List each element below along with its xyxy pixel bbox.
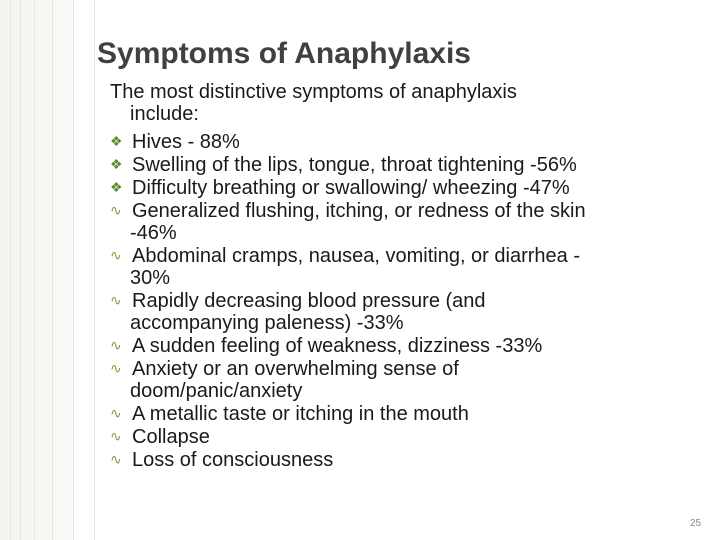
diamond-bullet-icon: ❖ xyxy=(110,133,123,149)
symptom-item xyxy=(110,334,690,357)
symptom-item xyxy=(110,176,690,199)
diamond-bullet-icon: ❖ xyxy=(110,156,123,172)
symptom-text-continued: accompanying paleness) -33% xyxy=(130,312,404,334)
symptom-text: Abdominal cramps, nausea, vomiting, or diarrhea - xyxy=(132,245,580,267)
symptom-text: A metallic taste or itching in the mouth xyxy=(132,403,469,425)
decorative-line xyxy=(10,0,11,540)
symptom-item xyxy=(110,244,690,289)
wave-bullet-icon: ∿ xyxy=(110,428,122,444)
wave-bullet-icon: ∿ xyxy=(110,360,122,376)
slide-title: Symptoms of Anaphylaxis xyxy=(97,37,471,70)
symptom-item xyxy=(110,402,690,425)
symptom-item xyxy=(110,425,690,448)
wave-bullet-icon: ∿ xyxy=(110,202,122,218)
symptom-item xyxy=(110,153,690,176)
symptom-text: Collapse xyxy=(132,426,210,448)
symptom-item xyxy=(110,357,690,402)
symptom-text-continued: 30% xyxy=(130,267,171,289)
symptom-text: Hives - 88% xyxy=(132,131,240,153)
symptom-list xyxy=(110,130,690,471)
symptom-text-continued: doom/panic/anxiety xyxy=(130,380,303,402)
decorative-line xyxy=(73,0,74,540)
symptom-text: Difficulty breathing or swallowing/ wheezing -47% xyxy=(132,177,570,199)
symptom-text: Rapidly decreasing blood pressure (and xyxy=(132,290,486,312)
symptom-text: Loss of consciousness xyxy=(132,449,334,471)
wave-bullet-icon: ∿ xyxy=(110,247,122,263)
decorative-side-band xyxy=(0,0,74,540)
decorative-line xyxy=(52,0,53,540)
intro-text xyxy=(110,81,670,125)
symptom-item xyxy=(110,199,690,244)
diamond-bullet-icon: ❖ xyxy=(110,179,123,195)
symptom-text: Generalized flushing, itching, or redness of the skin xyxy=(132,200,586,222)
wave-bullet-icon: ∿ xyxy=(110,451,122,467)
symptom-item xyxy=(110,448,690,471)
wave-bullet-icon: ∿ xyxy=(110,337,122,353)
symptom-text: Swelling of the lips, tongue, throat tightening -56% xyxy=(132,154,577,176)
wave-bullet-icon: ∿ xyxy=(110,292,122,308)
intro-line-continued: include: xyxy=(130,103,199,125)
symptom-text-continued: -46% xyxy=(130,222,177,244)
symptom-item xyxy=(110,130,690,153)
symptom-text: A sudden feeling of weakness, dizziness -33% xyxy=(132,335,543,357)
decorative-line xyxy=(20,0,21,540)
page-number: 25 xyxy=(690,518,702,529)
symptom-item xyxy=(110,289,690,334)
decorative-line xyxy=(34,0,35,540)
symptom-text: Anxiety or an overwhelming sense of xyxy=(132,358,459,380)
wave-bullet-icon: ∿ xyxy=(110,405,122,421)
intro-line: The most distinctive symptoms of anaphylaxis xyxy=(110,81,517,103)
